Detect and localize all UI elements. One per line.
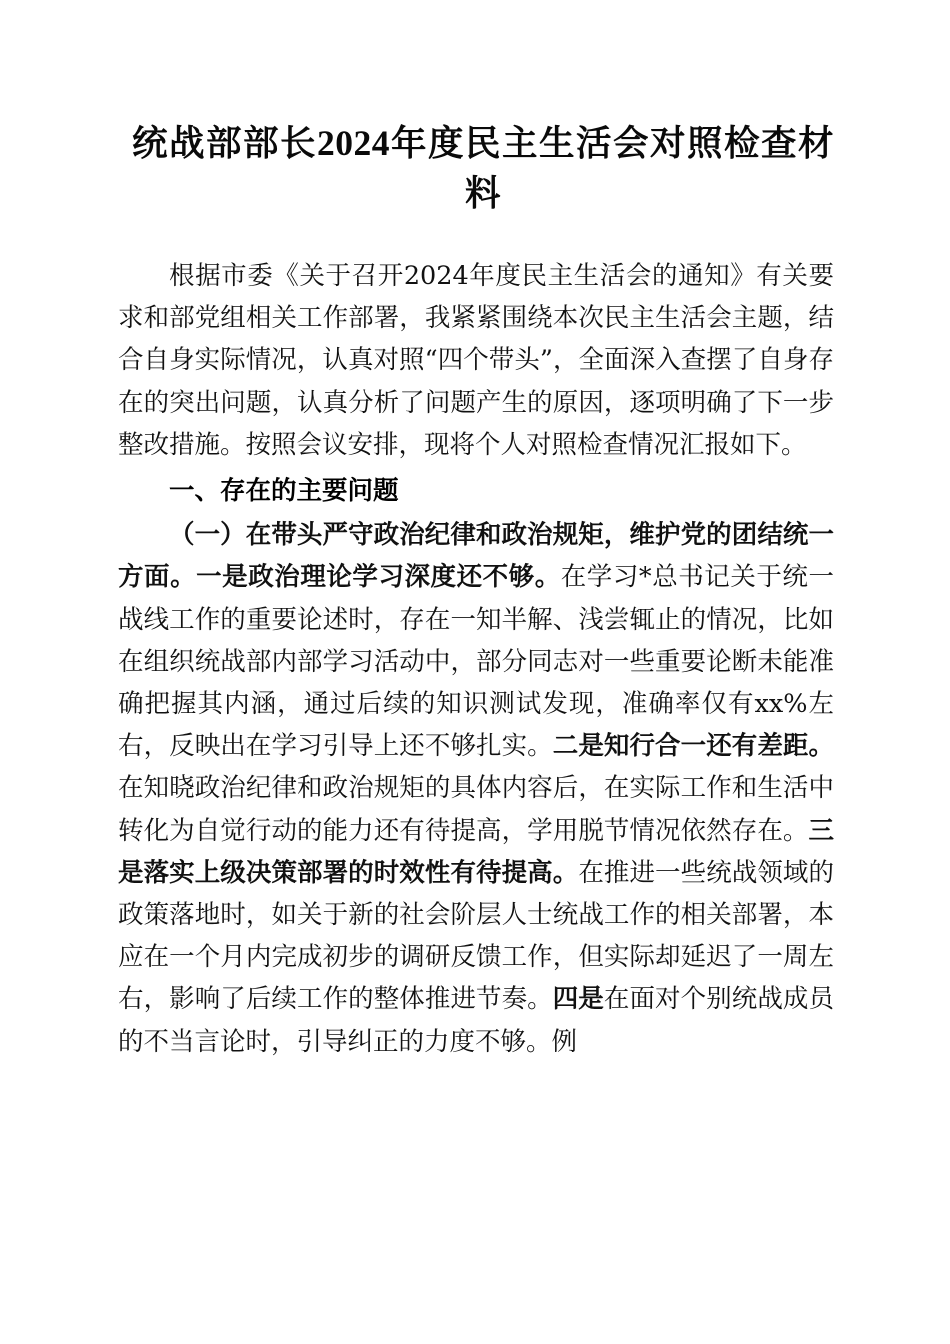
point-4-body: 在面对个别统战成员的不当言论时，引导纠正的力度不够。例 [118, 984, 834, 1057]
section-heading-main-problems: 一、存在的主要问题 [169, 477, 399, 506]
subsection-label: （一）在带头严守政治纪律和政治规矩，维护党的团结统一方面。 [118, 520, 834, 593]
document-content [118, 118, 834, 1063]
point-3-lead: 三是落实上级决策部署的时效性有待提高。 [118, 815, 834, 888]
point-1-body: 在学习*总书记关于统一战线工作的重要论述时，存在一知半解、浅尝辄止的情况，比如在组织统战部内部学习活动中，部分同志对一些重要论断未能准确把握其内涵，通过后续的知识测试发现，准确率仅有xx%左右，反映出在学习引导上还不够扎实。 [118, 562, 834, 762]
point-2-lead: 二是知行合一还有差距。 [552, 731, 834, 762]
point-1-lead: 一是政治理论学习深度还不够。 [196, 562, 561, 593]
point-4-lead: 四是 [552, 984, 604, 1015]
point-2-body: 在知晓政治纪律和政治规矩的具体内容后，在实际工作和生活中转化为自觉行动的能力还有待提高，学用脱节情况依然存在。 [118, 773, 834, 846]
page-title: 统战部部长2024年度民主生活会对照检查材料 [132, 123, 834, 213]
subsection-paragraph-political-discipline [118, 514, 834, 1063]
lead-paragraph: 根据市委《关于召开2024年度民主生活会的通知》有关要求和部党组相关工作部署，我紧紧围绕本次民主生活会主题，结合自身实际情况，认真对照“四个带头”，全面深入查摆了自身存在的突出问题，认真分析了问题产生的原因，逐项明确了下一步整改措施。按照会议安排，现将个人对照检查情况汇报如下。 [118, 261, 834, 460]
point-3-body: 在推进一些统战领域的政策落地时，如关于新的社会阶层人士统战工作的相关部署，本应在一个月内完成初步的调研反馈工作，但实际却延迟了一周左右，影响了后续工作的整体推进节奏。 [118, 857, 834, 1015]
